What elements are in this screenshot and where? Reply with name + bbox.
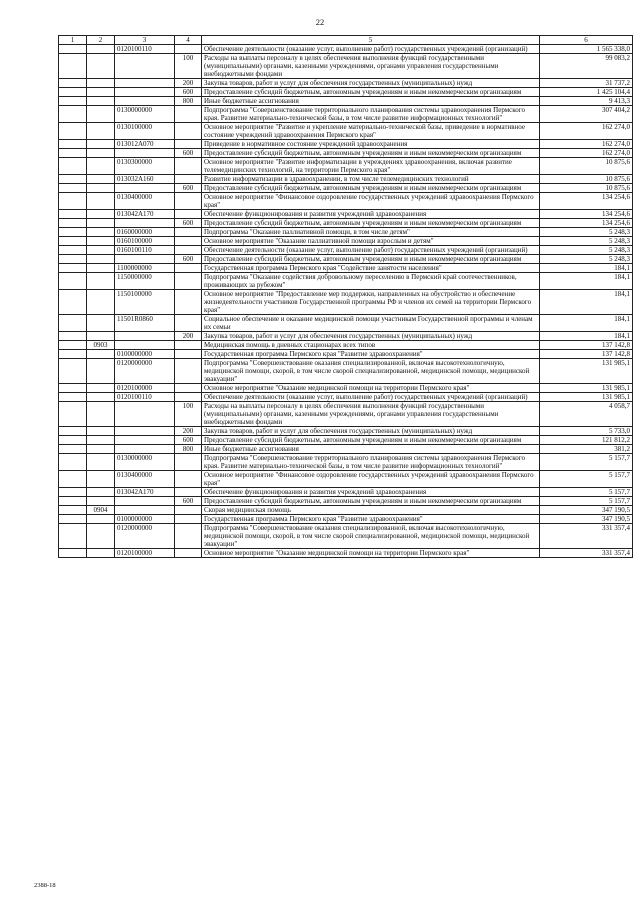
table-header-row <box>59 36 633 45</box>
cell-description: Обеспечение функционирования и развития учреждений здравоохранения <box>202 210 540 219</box>
cell-expense-type-code <box>175 315 202 332</box>
cell-target-article-code: 0130400000 <box>115 193 175 210</box>
cell-description: Предоставление субсидий бюджетным, автономным учреждениям и иным некоммерческим организациям <box>202 255 540 264</box>
cell-target-article-code <box>115 255 175 264</box>
column-header-5: 5 <box>202 36 540 45</box>
cell-description: Основное мероприятие "Оказание медицинской помощи на территории Пермского края" <box>202 384 540 393</box>
cell-target-article-code: 0130000000 <box>115 106 175 123</box>
cell-ministry-code <box>59 488 87 497</box>
cell-amount: 5 157,7 <box>540 497 633 506</box>
cell-section-code <box>87 497 115 506</box>
cell-expense-type-code <box>175 193 202 210</box>
cell-section-code <box>87 246 115 255</box>
table-row <box>59 524 633 549</box>
table-row <box>59 471 633 488</box>
cell-target-article-code <box>115 79 175 88</box>
cell-target-article-code: 0160100110 <box>115 246 175 255</box>
cell-section-code <box>87 436 115 445</box>
cell-description: Государственная программа Пермского края "Развитие здравоохранения" <box>202 515 540 524</box>
cell-expense-type-code: 100 <box>175 402 202 427</box>
cell-section-code <box>87 158 115 175</box>
cell-expense-type-code <box>175 454 202 471</box>
cell-amount: 137 142,8 <box>540 350 633 359</box>
table-row <box>59 436 633 445</box>
cell-ministry-code <box>59 506 87 515</box>
cell-section-code <box>87 193 115 210</box>
cell-amount: 99 083,2 <box>540 54 633 79</box>
cell-ministry-code <box>59 246 87 255</box>
column-header-4: 4 <box>175 36 202 45</box>
table-row <box>59 445 633 454</box>
cell-amount: 137 142,8 <box>540 341 633 350</box>
cell-description: Иные бюджетные ассигнования <box>202 97 540 106</box>
cell-section-code <box>87 488 115 497</box>
cell-description: Основное мероприятие "Оказание паллиативной помощи взрослым и детям" <box>202 237 540 246</box>
cell-description: Основное мероприятие "Развитие информатизации в учреждениях здравоохранения, включая развитие телемедицинских технологий, на территории Пермского края" <box>202 158 540 175</box>
cell-target-article-code <box>115 97 175 106</box>
cell-description: Подпрограмма "Оказание паллиативной помощи, в том числе детям" <box>202 228 540 237</box>
cell-section-code <box>87 393 115 402</box>
cell-section-code <box>87 515 115 524</box>
cell-ministry-code <box>59 445 87 454</box>
cell-ministry-code <box>59 123 87 140</box>
document-footer-code: 2388-18 <box>34 882 56 889</box>
cell-expense-type-code: 600 <box>175 219 202 228</box>
table-row <box>59 332 633 341</box>
cell-ministry-code <box>59 45 87 54</box>
cell-expense-type-code <box>175 106 202 123</box>
cell-target-article-code: 0130400000 <box>115 471 175 488</box>
cell-expense-type-code: 800 <box>175 445 202 454</box>
cell-amount: 184,1 <box>540 315 633 332</box>
cell-description: Основное мероприятие "Предоставление мер поддержки, направленных на обустройство и обеспечение жизнедеятельности участников Государственной программы РФ и членов их семей на территории Пермского края" <box>202 290 540 315</box>
cell-target-article-code <box>115 219 175 228</box>
cell-amount: 134 254,6 <box>540 210 633 219</box>
table-row <box>59 255 633 264</box>
cell-expense-type-code <box>175 524 202 549</box>
cell-expense-type-code: 600 <box>175 88 202 97</box>
cell-amount: 184,1 <box>540 290 633 315</box>
cell-expense-type-code <box>175 393 202 402</box>
cell-section-code: 0904 <box>87 506 115 515</box>
cell-section-code <box>87 273 115 290</box>
table-row <box>59 219 633 228</box>
cell-section-code <box>87 88 115 97</box>
table-row <box>59 45 633 54</box>
cell-amount: 5 157,7 <box>540 471 633 488</box>
cell-amount: 162 274,0 <box>540 149 633 158</box>
cell-section-code <box>87 264 115 273</box>
cell-ministry-code <box>59 228 87 237</box>
budget-table <box>58 35 633 558</box>
table-row <box>59 506 633 515</box>
cell-amount: 347 190,5 <box>540 515 633 524</box>
cell-description: Основное мероприятие "Оказание медицинской помощи на территории Пермского края" <box>202 549 540 558</box>
cell-target-article-code <box>115 427 175 436</box>
cell-expense-type-code: 600 <box>175 497 202 506</box>
cell-target-article-code: 0120100110 <box>115 45 175 54</box>
table-row <box>59 264 633 273</box>
cell-section-code: 0903 <box>87 341 115 350</box>
cell-expense-type-code: 200 <box>175 332 202 341</box>
cell-section-code <box>87 237 115 246</box>
cell-target-article-code: 0130100000 <box>115 123 175 140</box>
table-row <box>59 549 633 558</box>
cell-expense-type-code <box>175 488 202 497</box>
cell-target-article-code: 0120000000 <box>115 524 175 549</box>
cell-section-code <box>87 228 115 237</box>
cell-description: Основное мероприятие "Финансовое оздоровление государственных учреждений здравоохранения Пермского края" <box>202 193 540 210</box>
cell-expense-type-code <box>175 350 202 359</box>
cell-description: Предоставление субсидий бюджетным, автономным учреждениям и иным некоммерческим организациям <box>202 436 540 445</box>
cell-expense-type-code <box>175 384 202 393</box>
cell-target-article-code: 0120100110 <box>115 393 175 402</box>
cell-ministry-code <box>59 341 87 350</box>
cell-description: Приведение в нормативное состояние учреждений здравоохранения <box>202 140 540 149</box>
cell-section-code <box>87 454 115 471</box>
table-row <box>59 497 633 506</box>
cell-amount: 1 565 338,0 <box>540 45 633 54</box>
cell-amount: 184,1 <box>540 273 633 290</box>
cell-section-code <box>87 427 115 436</box>
cell-ministry-code <box>59 393 87 402</box>
cell-description: Закупка товаров, работ и услуг для обеспечения государственных (муниципальных) нужд <box>202 427 540 436</box>
cell-description: Предоставление субсидий бюджетным, автономным учреждениям и иным некоммерческим организациям <box>202 88 540 97</box>
cell-target-article-code <box>115 506 175 515</box>
cell-target-article-code <box>115 184 175 193</box>
cell-amount: 31 737,2 <box>540 79 633 88</box>
table-row <box>59 393 633 402</box>
cell-description: Государственная программа Пермского края "Развитие здравоохранения" <box>202 350 540 359</box>
cell-ministry-code <box>59 210 87 219</box>
cell-section-code <box>87 359 115 384</box>
cell-amount: 5 248,3 <box>540 246 633 255</box>
cell-expense-type-code: 100 <box>175 54 202 79</box>
cell-ministry-code <box>59 290 87 315</box>
cell-section-code <box>87 106 115 123</box>
cell-target-article-code: 0130000000 <box>115 454 175 471</box>
cell-target-article-code <box>115 332 175 341</box>
cell-description: Подпрограмма "Совершенствование территориального планирования системы здравоохранения Пермского края. Развитие материально-технической базы, в том числе развитие информационных технологий" <box>202 454 540 471</box>
cell-expense-type-code: 600 <box>175 184 202 193</box>
cell-amount: 5 157,7 <box>540 454 633 471</box>
cell-target-article-code <box>115 436 175 445</box>
cell-description: Подпрограмма "Совершенствование оказания специализированной, включая высокотехнологичную, медицинской помощи, скорой, в том числе скорой специализированной, медицинской помощи, медицинской эвакуации" <box>202 359 540 384</box>
cell-target-article-code: 1100000000 <box>115 264 175 273</box>
page-number: 22 <box>315 17 325 27</box>
cell-ministry-code <box>59 219 87 228</box>
cell-section-code <box>87 290 115 315</box>
cell-target-article-code: 013012А070 <box>115 140 175 149</box>
table-row <box>59 359 633 384</box>
table-row <box>59 350 633 359</box>
cell-target-article-code: 013042А170 <box>115 488 175 497</box>
cell-target-article-code: 0100000000 <box>115 350 175 359</box>
cell-section-code <box>87 315 115 332</box>
cell-section-code <box>87 445 115 454</box>
cell-target-article-code: 0120000000 <box>115 359 175 384</box>
table-row <box>59 515 633 524</box>
cell-ministry-code <box>59 175 87 184</box>
cell-amount: 5 157,7 <box>540 488 633 497</box>
cell-ministry-code <box>59 471 87 488</box>
cell-description: Иные бюджетные ассигнования <box>202 445 540 454</box>
cell-amount: 5 248,3 <box>540 228 633 237</box>
table-row <box>59 149 633 158</box>
cell-target-article-code: 0100000000 <box>115 515 175 524</box>
cell-description: Скорая медицинская помощь <box>202 506 540 515</box>
cell-description: Подпрограмма "Совершенствование оказания специализированной, включая высокотехнологичную, медицинской помощи, скорой, в том числе скорой специализированной, медицинской помощи, медицинской эвакуации" <box>202 524 540 549</box>
cell-section-code <box>87 524 115 549</box>
cell-ministry-code <box>59 436 87 445</box>
cell-amount: 134 254,6 <box>540 219 633 228</box>
cell-expense-type-code <box>175 515 202 524</box>
cell-amount: 184,1 <box>540 332 633 341</box>
cell-description: Предоставление субсидий бюджетным, автономным учреждениям и иным некоммерческим организациям <box>202 497 540 506</box>
table-row <box>59 454 633 471</box>
cell-ministry-code <box>59 54 87 79</box>
cell-expense-type-code <box>175 471 202 488</box>
cell-target-article-code <box>115 54 175 79</box>
cell-expense-type-code <box>175 264 202 273</box>
cell-amount: 10 875,6 <box>540 175 633 184</box>
cell-section-code <box>87 210 115 219</box>
table-row <box>59 341 633 350</box>
cell-expense-type-code <box>175 341 202 350</box>
table-row <box>59 106 633 123</box>
cell-target-article-code <box>115 341 175 350</box>
cell-section-code <box>87 219 115 228</box>
cell-amount: 131 985,1 <box>540 359 633 384</box>
cell-expense-type-code <box>175 506 202 515</box>
cell-section-code <box>87 140 115 149</box>
cell-expense-type-code <box>175 123 202 140</box>
cell-description: Расходы на выплаты персоналу в целях обеспечения выполнения функций государственными (муниципальными) органами, казенными учреждениями, органами управления государственными внебюджетными фондами <box>202 54 540 79</box>
cell-target-article-code: 013042А170 <box>115 210 175 219</box>
cell-target-article-code: 0160100000 <box>115 237 175 246</box>
table-row <box>59 273 633 290</box>
cell-amount: 5 733,0 <box>540 427 633 436</box>
table-row <box>59 123 633 140</box>
cell-ministry-code <box>59 184 87 193</box>
cell-ministry-code <box>59 332 87 341</box>
cell-description: Обеспечение деятельности (оказание услуг, выполнение работ) государственных учреждений (организаций) <box>202 45 540 54</box>
cell-description: Обеспечение функционирования и развития учреждений здравоохранения <box>202 488 540 497</box>
cell-description: Социальное обеспечение и оказание медицинской помощи участникам Государственной программы и членам их семьи <box>202 315 540 332</box>
cell-section-code <box>87 350 115 359</box>
cell-expense-type-code <box>175 549 202 558</box>
cell-section-code <box>87 97 115 106</box>
cell-ministry-code <box>59 524 87 549</box>
cell-description: Обеспечение деятельности (оказание услуг, выполнение работ) государственных учреждений (организаций) <box>202 393 540 402</box>
cell-target-article-code <box>115 149 175 158</box>
cell-expense-type-code: 200 <box>175 427 202 436</box>
cell-ministry-code <box>59 88 87 97</box>
table-row <box>59 184 633 193</box>
cell-section-code <box>87 402 115 427</box>
cell-amount: 184,1 <box>540 264 633 273</box>
cell-amount: 121 812,2 <box>540 436 633 445</box>
cell-section-code <box>87 471 115 488</box>
column-header-3: 3 <box>115 36 175 45</box>
column-header-1: 1 <box>59 36 87 45</box>
cell-target-article-code <box>115 88 175 97</box>
cell-expense-type-code <box>175 158 202 175</box>
table-row <box>59 175 633 184</box>
cell-description: Основное мероприятие "Развитие и укрепление материально-технической базы, приведение в нормативное состояние учреждений здравоохранения Пермского края" <box>202 123 540 140</box>
cell-section-code <box>87 184 115 193</box>
cell-expense-type-code <box>175 210 202 219</box>
cell-description: Подпрограмма "Совершенствование территориального планирования системы здравоохранения Пермского края. Развитие материально-технической базы, в том числе развитие информационных технологий" <box>202 106 540 123</box>
cell-amount: 10 875,6 <box>540 158 633 175</box>
cell-expense-type-code <box>175 290 202 315</box>
cell-description: Расходы на выплаты персоналу в целях обеспечения выполнения функций государственными (муниципальными) органами, казенными учреждениями, органами управления государственными внебюджетными фондами <box>202 402 540 427</box>
table-row <box>59 193 633 210</box>
cell-expense-type-code <box>175 246 202 255</box>
cell-section-code <box>87 384 115 393</box>
cell-amount: 5 248,3 <box>540 237 633 246</box>
cell-amount: 1 425 104,4 <box>540 88 633 97</box>
cell-expense-type-code <box>175 273 202 290</box>
cell-description: Обеспечение деятельности (оказание услуг, выполнение работ) государственных учреждений (организаций) <box>202 246 540 255</box>
cell-expense-type-code <box>175 140 202 149</box>
cell-ministry-code <box>59 273 87 290</box>
cell-target-article-code: 11501R0860 <box>115 315 175 332</box>
cell-ministry-code <box>59 350 87 359</box>
table-row <box>59 315 633 332</box>
cell-description: Развитие информатизации в здравоохранении, в том числе телемедицинских технологий <box>202 175 540 184</box>
table-row <box>59 210 633 219</box>
cell-section-code <box>87 45 115 54</box>
cell-target-article-code <box>115 445 175 454</box>
cell-section-code <box>87 149 115 158</box>
cell-amount: 134 254,6 <box>540 193 633 210</box>
table-body <box>59 45 633 558</box>
cell-description: Медицинская помощь в дневных стационарах всех типов <box>202 341 540 350</box>
cell-ministry-code <box>59 140 87 149</box>
cell-target-article-code: 1150100000 <box>115 290 175 315</box>
cell-ministry-code <box>59 315 87 332</box>
cell-amount: 331 357,4 <box>540 524 633 549</box>
cell-target-article-code: 0160000000 <box>115 228 175 237</box>
cell-ministry-code <box>59 359 87 384</box>
cell-target-article-code: 1150000000 <box>115 273 175 290</box>
cell-target-article-code <box>115 497 175 506</box>
table-row <box>59 158 633 175</box>
cell-expense-type-code: 600 <box>175 149 202 158</box>
cell-ministry-code <box>59 549 87 558</box>
cell-ministry-code <box>59 97 87 106</box>
cell-ministry-code <box>59 193 87 210</box>
cell-section-code <box>87 123 115 140</box>
cell-expense-type-code <box>175 237 202 246</box>
table-row <box>59 402 633 427</box>
cell-amount: 4 058,7 <box>540 402 633 427</box>
cell-description: Закупка товаров, работ и услуг для обеспечения государственных (муниципальных) нужд <box>202 332 540 341</box>
cell-ministry-code <box>59 384 87 393</box>
cell-ministry-code <box>59 264 87 273</box>
cell-section-code <box>87 255 115 264</box>
cell-section-code <box>87 332 115 341</box>
cell-description: Предоставление субсидий бюджетным, автономным учреждениям и иным некоммерческим организациям <box>202 219 540 228</box>
table-row <box>59 488 633 497</box>
cell-ministry-code <box>59 149 87 158</box>
table-row <box>59 54 633 79</box>
cell-section-code <box>87 175 115 184</box>
cell-amount: 162 274,0 <box>540 140 633 149</box>
table-row <box>59 79 633 88</box>
cell-amount: 131 985,1 <box>540 393 633 402</box>
cell-description: Закупка товаров, работ и услуг для обеспечения государственных (муниципальных) нужд <box>202 79 540 88</box>
table-row <box>59 88 633 97</box>
cell-amount: 347 190,5 <box>540 506 633 515</box>
cell-description: Предоставление субсидий бюджетным, автономным учреждениям и иным некоммерческим организациям <box>202 149 540 158</box>
cell-description: Государственная программа Пермского края "Содействие занятости населения" <box>202 264 540 273</box>
table-row <box>59 290 633 315</box>
table-row <box>59 384 633 393</box>
table-row <box>59 237 633 246</box>
cell-ministry-code <box>59 79 87 88</box>
cell-amount: 307 404,2 <box>540 106 633 123</box>
cell-expense-type-code <box>175 45 202 54</box>
cell-section-code <box>87 54 115 79</box>
cell-ministry-code <box>59 158 87 175</box>
cell-amount: 381,2 <box>540 445 633 454</box>
cell-expense-type-code: 600 <box>175 255 202 264</box>
cell-ministry-code <box>59 402 87 427</box>
cell-section-code <box>87 79 115 88</box>
table-row <box>59 228 633 237</box>
cell-amount: 10 875,6 <box>540 184 633 193</box>
cell-ministry-code <box>59 497 87 506</box>
table-row <box>59 427 633 436</box>
cell-amount: 9 413,3 <box>540 97 633 106</box>
cell-ministry-code <box>59 106 87 123</box>
cell-target-article-code <box>115 402 175 427</box>
cell-ministry-code <box>59 454 87 471</box>
cell-amount: 131 985,1 <box>540 384 633 393</box>
cell-target-article-code: 0120100000 <box>115 384 175 393</box>
cell-ministry-code <box>59 427 87 436</box>
cell-target-article-code: 0130300000 <box>115 158 175 175</box>
cell-expense-type-code: 800 <box>175 97 202 106</box>
cell-description: Основное мероприятие "Финансовое оздоровление государственных учреждений здравоохранения Пермского края" <box>202 471 540 488</box>
cell-amount: 162 274,0 <box>540 123 633 140</box>
cell-expense-type-code <box>175 228 202 237</box>
cell-expense-type-code <box>175 175 202 184</box>
cell-expense-type-code: 200 <box>175 79 202 88</box>
cell-description: Предоставление субсидий бюджетным, автономным учреждениям и иным некоммерческим организациям <box>202 184 540 193</box>
column-header-2: 2 <box>87 36 115 45</box>
table-row <box>59 140 633 149</box>
cell-description: Подпрограмма "Оказание содействия добровольному переселению в Пермский край соотечественников, проживающих за рубежом" <box>202 273 540 290</box>
table-row <box>59 246 633 255</box>
cell-target-article-code: 0120100000 <box>115 549 175 558</box>
cell-ministry-code <box>59 255 87 264</box>
table-row <box>59 97 633 106</box>
column-header-6: 6 <box>540 36 633 45</box>
cell-expense-type-code: 600 <box>175 436 202 445</box>
cell-ministry-code <box>59 237 87 246</box>
cell-expense-type-code <box>175 359 202 384</box>
cell-amount: 331 357,4 <box>540 549 633 558</box>
cell-target-article-code: 013032А160 <box>115 175 175 184</box>
cell-ministry-code <box>59 515 87 524</box>
cell-amount: 5 248,3 <box>540 255 633 264</box>
cell-section-code <box>87 549 115 558</box>
